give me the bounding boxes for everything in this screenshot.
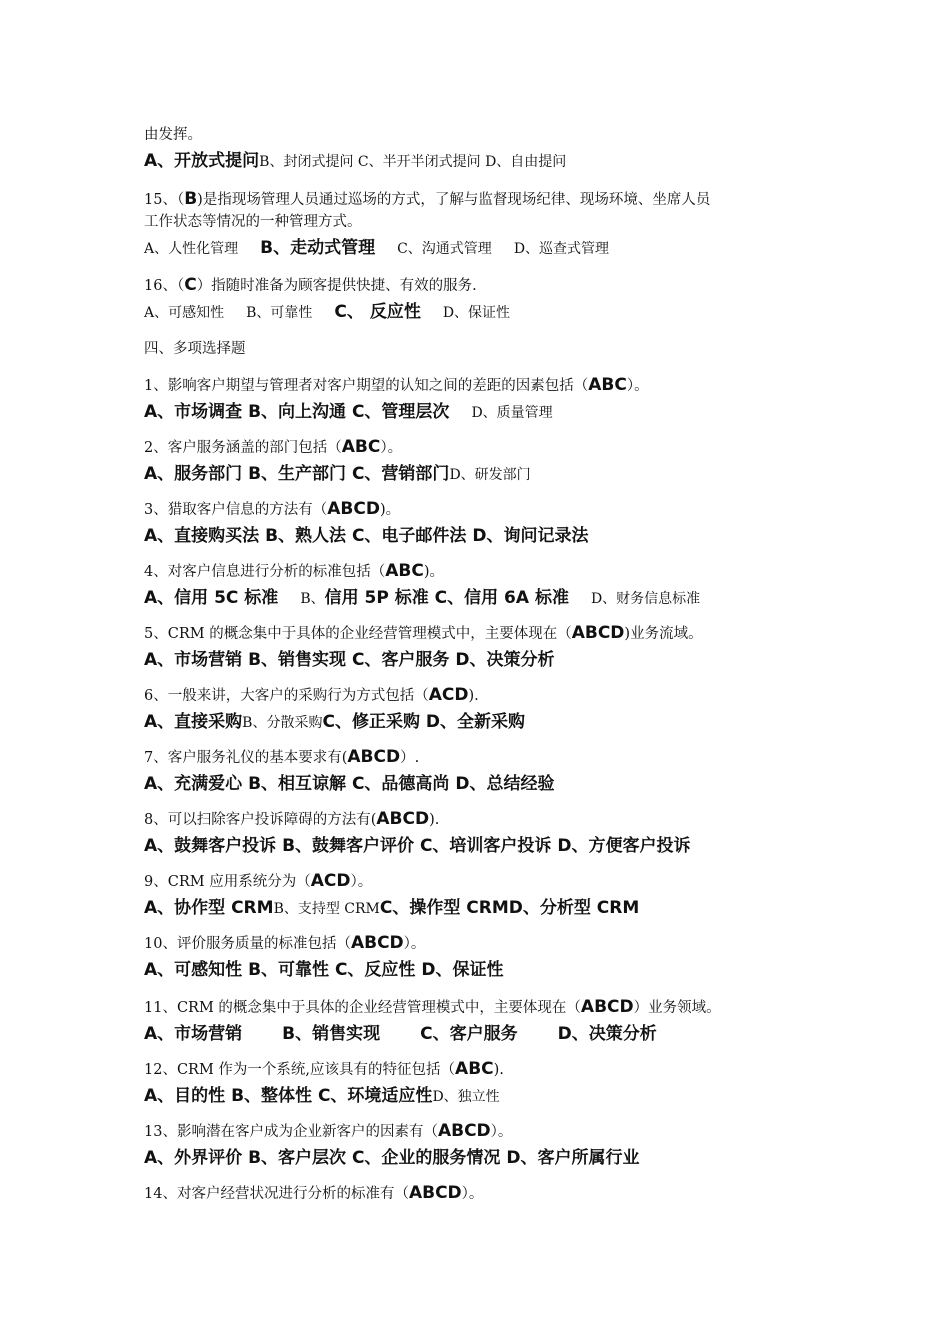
other-option: B、支持型 CRM — [273, 901, 380, 917]
question-body: 13、影响潜在客户成为企业新客户的因素有（ — [144, 1124, 438, 1140]
question-text — [144, 1120, 824, 1143]
mc-question-8 — [144, 808, 824, 858]
answer-key: ACD — [428, 685, 469, 705]
question-end: ）。 — [461, 1186, 484, 1202]
options-line — [144, 401, 824, 424]
answer-option-c: C、客户服务 — [420, 1024, 518, 1044]
options-line — [144, 525, 824, 548]
question-body: 3、猎取客户信息的方法有（ — [144, 502, 328, 518]
mc-question-3 — [144, 498, 824, 548]
question-body: 1、影响客户期望与管理者对客户期望的认知之间的差距的因素包括（ — [144, 378, 589, 394]
question-text — [144, 188, 824, 211]
question-text — [144, 274, 824, 297]
answer-options-bc: 信用 5P 标准 C、信用 6A 标准 — [324, 588, 569, 608]
question-text — [144, 870, 824, 893]
answer-option-b: B、销售实现 — [282, 1024, 381, 1044]
question-16 — [144, 274, 824, 324]
answer-option-a: A、市场营销 — [144, 1024, 243, 1044]
question-body: 10、评价服务质量的标准包括（ — [144, 936, 351, 952]
question-end: )业务流域。 — [624, 626, 703, 642]
question-number: 15、（ — [144, 192, 185, 208]
mc-question-10 — [144, 932, 824, 982]
question-text — [144, 746, 824, 769]
answer-key: ABCD — [327, 499, 380, 519]
question-end: ）。 — [626, 378, 649, 394]
question-15 — [144, 188, 824, 260]
answer-option-a: A、直接采购 — [144, 712, 243, 732]
question-text — [144, 436, 824, 459]
mc-question-2 — [144, 436, 824, 486]
question-body: 12、CRM 作为一个系统,应该具有的特征包括（ — [144, 1062, 456, 1078]
mc-question-13 — [144, 1120, 824, 1170]
other-options: D、研发部门 — [449, 467, 531, 483]
answer-key: ABCD — [437, 1121, 491, 1141]
option-c-answer: C、 反应性 — [334, 302, 421, 322]
mc-question-7 — [144, 746, 824, 796]
answer-key: ABCD — [347, 747, 401, 767]
mc-question-6 — [144, 684, 824, 734]
options-line — [144, 301, 824, 324]
answer-key: ABCD — [408, 1183, 462, 1203]
option-d: D、巡查式管理 — [513, 241, 610, 257]
mc-question-14 — [144, 1182, 824, 1205]
answer-options: A、可感知性 B、可靠性 C、反应性 D、保证性 — [144, 960, 504, 980]
question-body: 9、CRM 应用系统分为（ — [144, 874, 311, 890]
options-line — [144, 463, 824, 486]
answer-key: ABC — [588, 375, 627, 395]
answer-key: ABCD — [376, 809, 430, 829]
answer-option-a: A、协作型 CRM — [144, 898, 274, 918]
answer-options: A、市场调查 B、向上沟通 C、管理层次 — [144, 402, 450, 422]
section-title: 四、多项选择题 — [144, 341, 246, 357]
question-body: )是指现场管理人员通过巡场的方式，了解与监督现场纪律、现场环境、坐席人员 — [197, 192, 711, 208]
answer-options-cd: C、操作型 CRMD、分析型 CRM — [379, 898, 640, 918]
question-text — [144, 1058, 824, 1081]
option-a: A、可感知性 — [144, 305, 225, 321]
answer-options-cd: C、修正采购 D、全新采购 — [322, 712, 525, 732]
question-end: ）。 — [403, 936, 426, 952]
question-body: 7、客户服务礼仪的基本要求有( — [144, 750, 348, 766]
options-line — [144, 649, 824, 672]
question-text — [144, 498, 824, 521]
mc-question-4 — [144, 560, 824, 610]
answer-option: A、开放式提问 — [144, 151, 260, 171]
section-heading — [144, 338, 824, 360]
question-text — [144, 932, 824, 955]
other-options: D、独立性 — [432, 1089, 500, 1105]
answer-key: B — [184, 189, 198, 209]
question-text-cont: 工作状态等情况的一种管理方式。 — [144, 214, 362, 230]
answer-key: ABCD — [350, 933, 404, 953]
answer-key: ABC — [385, 561, 424, 581]
answer-options: A、直接购买法 B、熟人法 C、电子邮件法 D、询问记录法 — [144, 526, 589, 546]
question-text — [144, 996, 824, 1019]
question-body: 6、一般来讲，大客户的采购行为方式包括（ — [144, 688, 429, 704]
answer-key: ABC — [341, 437, 381, 457]
question-end: ). — [468, 688, 479, 704]
answer-key: C — [184, 275, 197, 295]
answer-key: ABCD — [580, 997, 634, 1017]
question-text — [144, 622, 824, 645]
question-end: ）。 — [380, 440, 403, 456]
answer-key: ACD — [310, 871, 351, 891]
mc-question-1 — [144, 374, 824, 424]
question-body: 2、客户服务涵盖的部门包括（ — [144, 440, 342, 456]
question-body: 4、对客户信息进行分析的标准包括（ — [144, 564, 386, 580]
mc-question-12 — [144, 1058, 824, 1108]
question-text — [144, 560, 824, 583]
question-end: ）。 — [350, 874, 373, 890]
answer-options: A、市场营销 B、销售实现 C、客户服务 D、决策分析 — [144, 650, 555, 670]
answer-key: ABC — [455, 1059, 494, 1079]
answer-key: ABCD — [571, 623, 625, 643]
answer-options: A、鼓舞客户投诉 B、鼓舞客户评价 C、培训客户投诉 D、方便客户投诉 — [144, 836, 691, 856]
other-option: B、分散采购 — [242, 715, 323, 731]
question-body: 14、对客户经营状况进行分析的标准有（ — [144, 1186, 409, 1202]
question-text — [144, 808, 824, 831]
options-line — [144, 150, 824, 173]
mc-question-5 — [144, 622, 824, 672]
option-b: B、可靠性 — [246, 305, 313, 321]
other-options: D、财务信息标准 — [590, 591, 701, 607]
options-line — [144, 237, 824, 260]
question-end: )。 — [379, 502, 401, 518]
question-end: ）。 — [490, 1124, 513, 1140]
options-line — [144, 711, 824, 734]
question-end: ). — [493, 1062, 504, 1078]
options-line — [144, 1023, 824, 1046]
question-text — [144, 374, 824, 397]
question-body: 11、CRM 的概念集中于具体的企业经营管理模式中，主要体现在（ — [144, 1000, 581, 1016]
question-text: 由发挥。 — [144, 127, 202, 143]
options-line — [144, 773, 824, 796]
prev-question-tail — [144, 124, 824, 173]
options-line — [144, 959, 824, 982]
option-a: A、人性化管理 — [144, 241, 239, 257]
answer-options: A、目的性 B、整体性 C、环境适应性 — [144, 1086, 433, 1106]
option-b-answer: B、走动式管理 — [260, 238, 376, 258]
question-body: 5、CRM 的概念集中于具体的企业经营管理模式中，主要体现在（ — [144, 626, 572, 642]
question-body: 8、可以扫除客户投诉障碍的方法有( — [144, 812, 377, 828]
answer-options: A、充满爱心 B、相互谅解 C、品德高尚 D、总结经验 — [144, 774, 555, 794]
question-end: ）. — [400, 750, 420, 766]
option-prefix: B、 — [300, 591, 325, 607]
options-line — [144, 1085, 824, 1108]
option-d: D、保证性 — [442, 305, 511, 321]
question-end: ）业务领域。 — [633, 1000, 721, 1016]
question-end: ). — [429, 812, 440, 828]
answer-option-a: A、信用 5C 标准 — [144, 588, 279, 608]
question-number: 16、（ — [144, 278, 185, 294]
question-text — [144, 1182, 824, 1205]
mc-question-9 — [144, 870, 824, 920]
answer-options: A、服务部门 B、生产部门 C、营销部门 — [144, 464, 450, 484]
options-line — [144, 587, 824, 610]
options-line — [144, 835, 824, 858]
mc-question-11 — [144, 996, 824, 1046]
answer-options: A、外界评价 B、客户层次 C、企业的服务情况 D、客户所属行业 — [144, 1148, 640, 1168]
question-end: )。 — [423, 564, 444, 580]
other-options: D、质量管理 — [471, 405, 553, 421]
answer-option-d: D、决策分析 — [557, 1024, 657, 1044]
options-line — [144, 897, 824, 920]
options-line — [144, 1147, 824, 1170]
option-text: B、封闭式提问 C、半开半闭式提问 D、自由提问 — [259, 154, 567, 170]
option-c: C、沟通式管理 — [397, 241, 492, 257]
question-body: ）指随时准备为顾客提供快捷、有效的服务. — [196, 278, 477, 294]
question-text — [144, 684, 824, 707]
